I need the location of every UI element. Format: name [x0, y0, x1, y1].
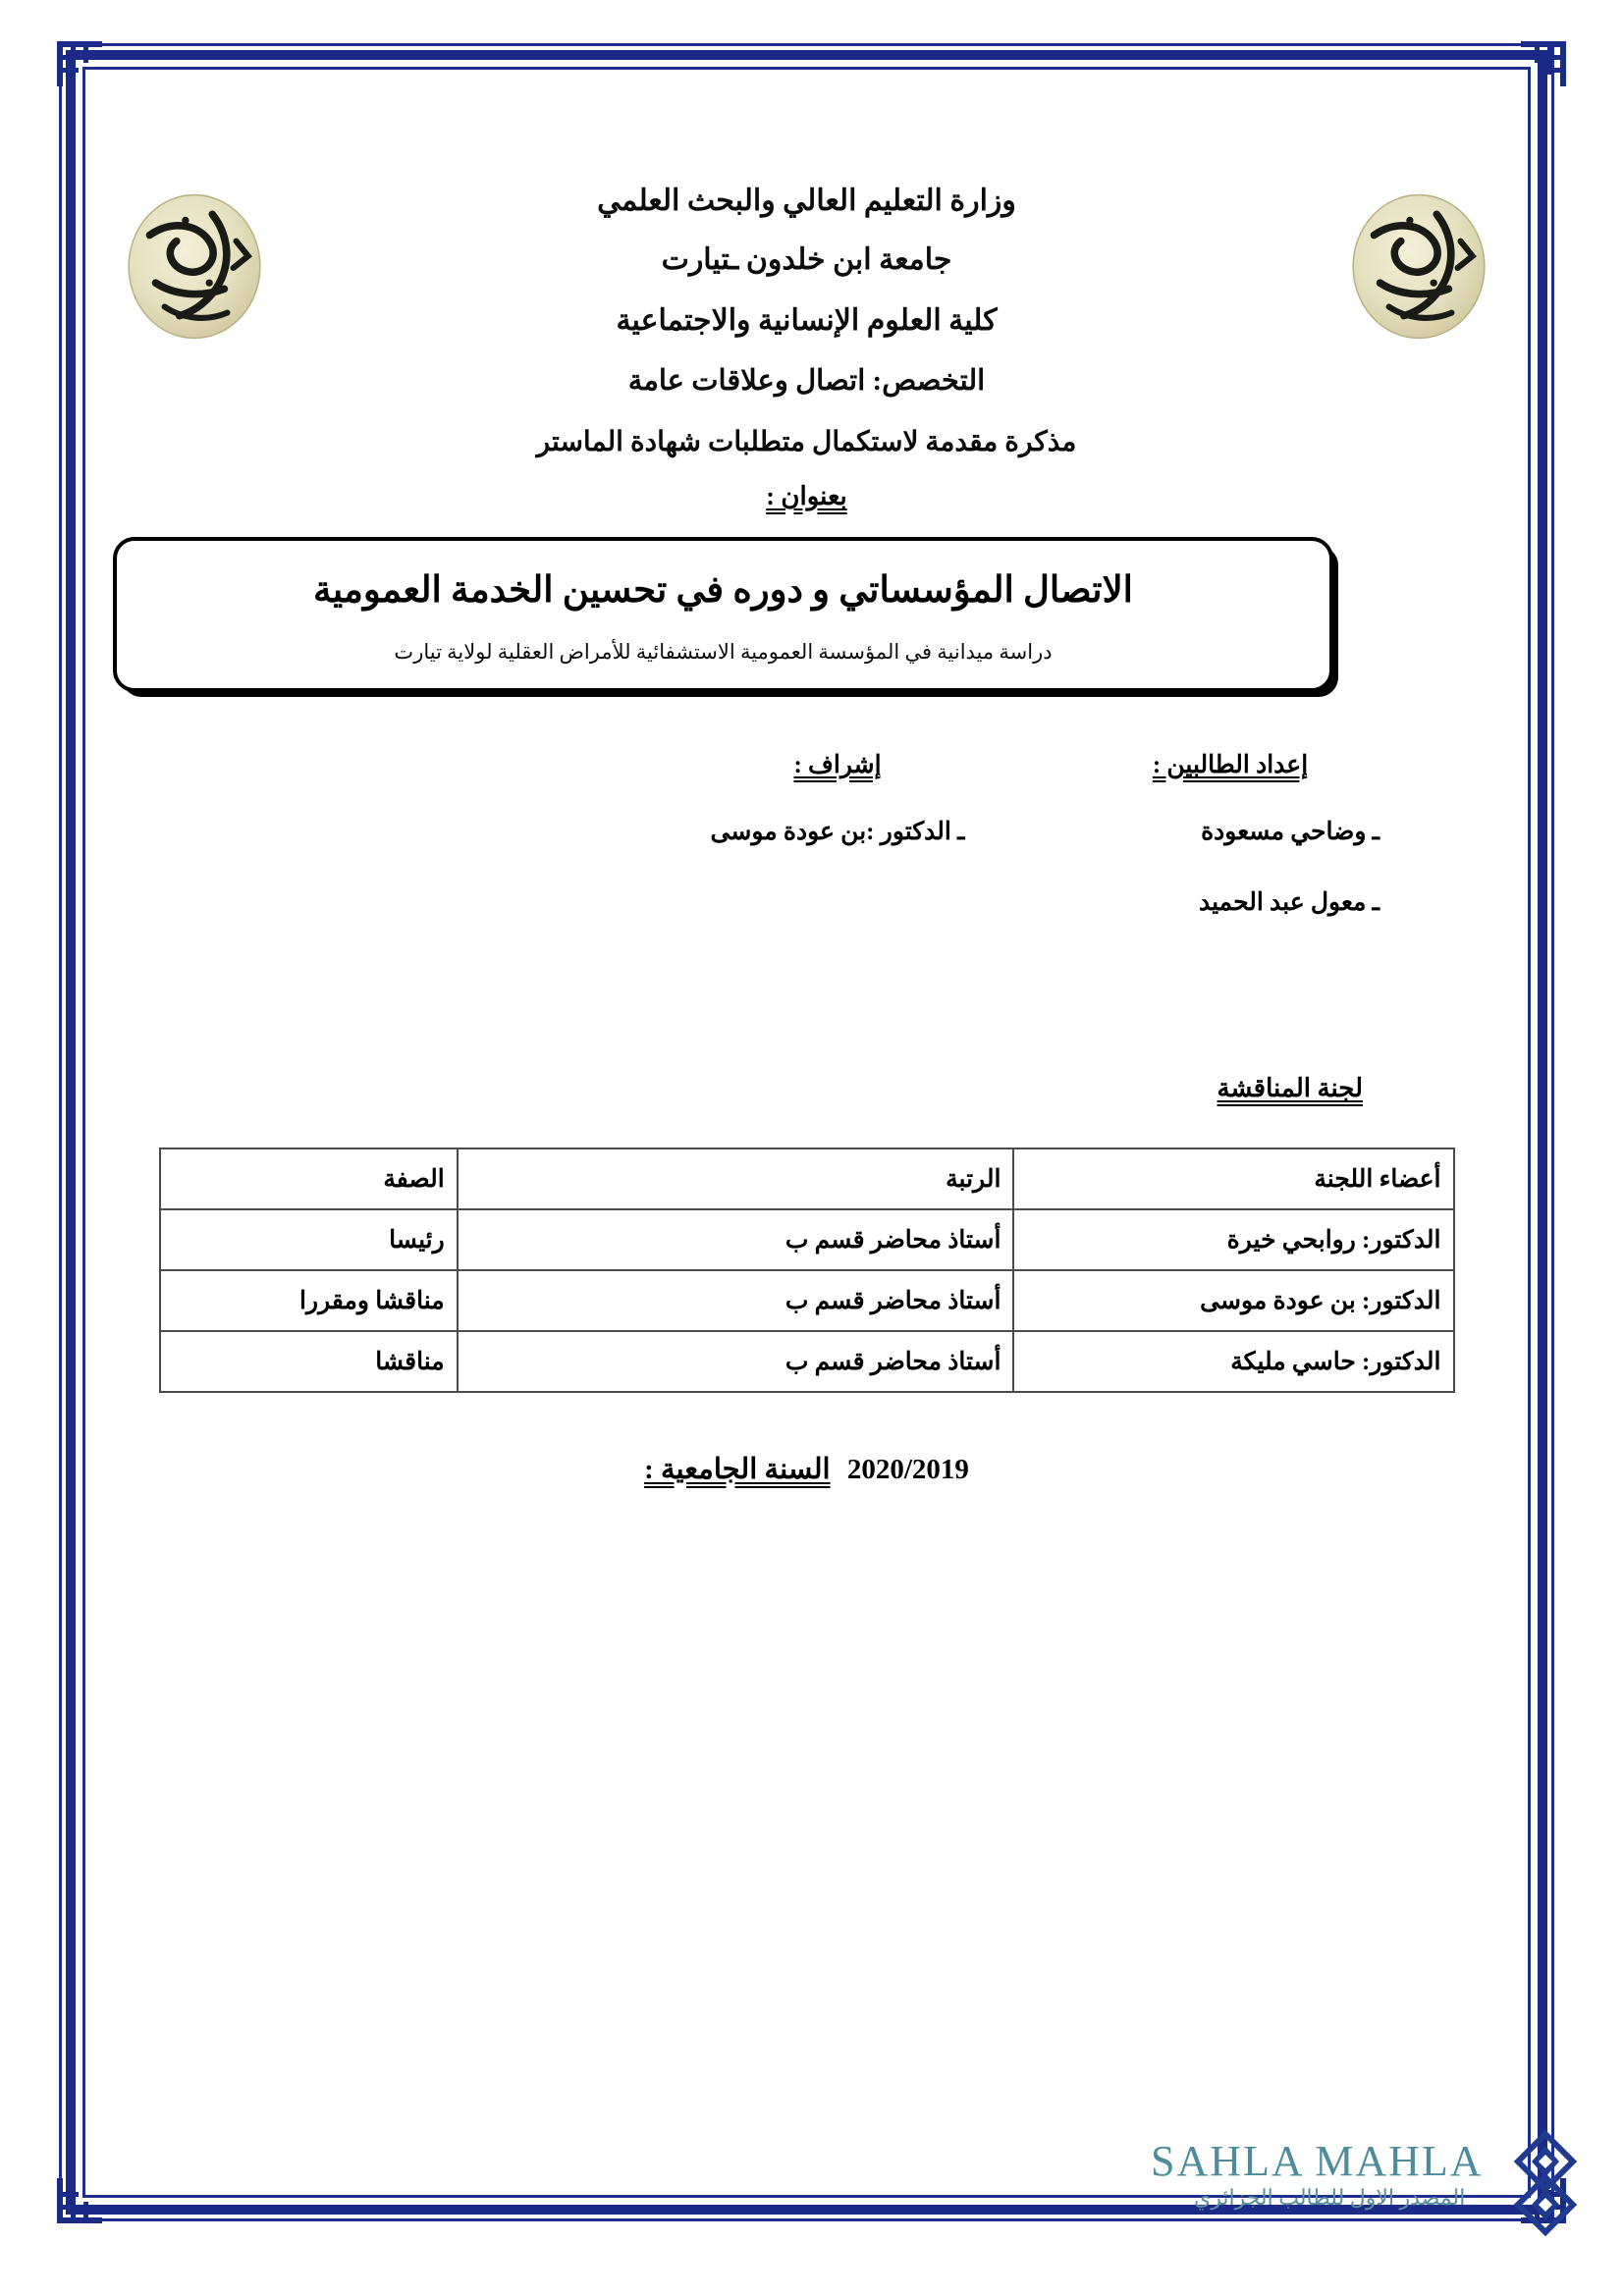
- cell-role: مناقشا ومقررا: [160, 1270, 458, 1331]
- students-column: [1073, 750, 1387, 958]
- student-name-1: ـ وضاحي مسعودة: [1201, 819, 1380, 845]
- cell-rank: أستاذ محاضر قسم ب: [458, 1331, 1014, 1392]
- university-line: جامعة ابن خلدون ـتيارت: [661, 243, 952, 276]
- cell-role: مناقشا: [160, 1331, 458, 1392]
- table-row: [160, 1209, 1454, 1270]
- watermark-tagline: المصدر الاول للطالب الجزائري: [1194, 2185, 1466, 2210]
- supervisor-column: [651, 750, 1024, 887]
- watermark-brand-name: SAHLA MAHLA: [1151, 2137, 1484, 2185]
- students-heading: إعداد الطالبين :: [1152, 752, 1309, 778]
- table-row: [160, 1270, 1454, 1331]
- table-header-row: [160, 1148, 1454, 1209]
- table-row: [160, 1331, 1454, 1392]
- student-name-2: ـ معول عبد الحميد: [1198, 889, 1380, 916]
- cell-member: الدكتور: روابحي خيرة: [1013, 1209, 1453, 1270]
- cell-member: الدكتور: بن عودة موسى: [1013, 1270, 1453, 1331]
- academic-year-value: 2020/2019: [846, 1454, 969, 1485]
- column-header-rank: الرتبة: [458, 1148, 1014, 1209]
- thesis-subtitle: دراسة ميدانية في المؤسسة العمومية الاستشفائية للأمراض العقلية لولاية تيارت: [394, 640, 1053, 665]
- thesis-title-box: [113, 537, 1333, 692]
- corner-ornament-top-left: [57, 41, 102, 86]
- authors-and-supervisor: [98, 750, 1515, 946]
- cell-role: رئيسا: [160, 1209, 458, 1270]
- institution-header: [98, 187, 1515, 511]
- academic-year-label: السنة الجامعية :: [644, 1454, 831, 1485]
- specialization-line: التخصص: اتصال وعلاقات عامة: [627, 365, 986, 397]
- faculty-line: كلية العلوم الإنسانية والاجتماعية: [616, 304, 998, 337]
- column-header-members: أعضاء اللجنة: [1013, 1148, 1453, 1209]
- watermark: [1131, 2128, 1593, 2256]
- corner-ornament-bottom-left: [57, 2178, 102, 2223]
- committee-table: [159, 1148, 1455, 1393]
- cell-rank: أستاذ محاضر قسم ب: [458, 1209, 1014, 1270]
- supervisor-name-1: ـ الدكتور :بن عودة موسى: [710, 819, 965, 845]
- committee-heading: لجنة المناقشة: [1217, 1074, 1363, 1102]
- cover-content: [98, 82, 1515, 2182]
- cell-member: الدكتور: حاسي مليكة: [1013, 1331, 1453, 1392]
- watermark-diamond-icon: [1498, 2128, 1593, 2238]
- cell-rank: أستاذ محاضر قسم ب: [458, 1270, 1014, 1331]
- degree-statement-line: مذكرة مقدمة لاستكمال متطلبات شهادة الماستر: [536, 427, 1077, 457]
- ministry-line: وزارة التعليم العالي والبحث العلمي: [597, 185, 1016, 217]
- supervisor-heading: إشراف :: [793, 752, 882, 778]
- corner-ornament-top-right: [1521, 41, 1566, 86]
- column-header-role: الصفة: [160, 1148, 458, 1209]
- academic-year: [98, 1452, 1515, 1486]
- thesis-title-box-wrapper: [113, 537, 1333, 692]
- thesis-title: الاتصال المؤسساتي و دوره في تحسين الخدمة العمومية: [313, 570, 1133, 611]
- title-label: بعنوان :: [766, 482, 847, 510]
